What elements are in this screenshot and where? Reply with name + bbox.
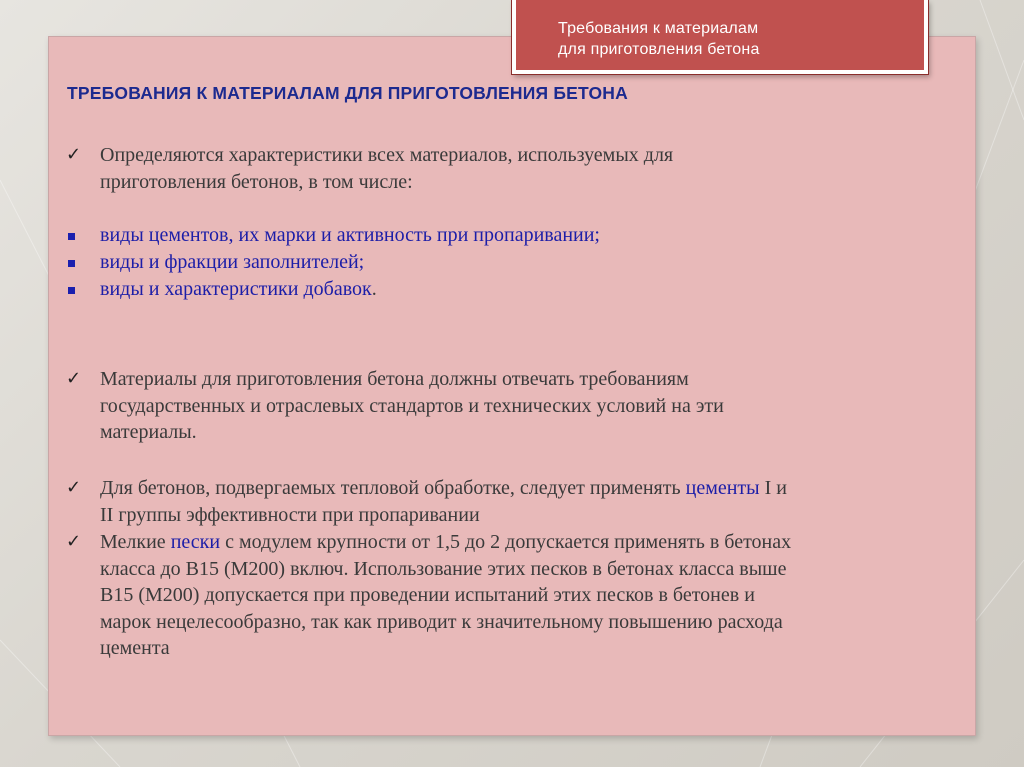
point-3-line1 xyxy=(100,475,787,502)
point-3-text xyxy=(100,475,787,528)
point-1-line2: приготовления бетонов, в том числе: xyxy=(100,170,413,193)
square-bullet-icon xyxy=(68,260,75,267)
square-bullet-icon xyxy=(68,233,75,240)
check-icon: ✓ xyxy=(66,144,82,165)
check-icon: ✓ xyxy=(66,531,82,552)
point-1-line1: Определяются характеристики всех материалов, используемых для xyxy=(100,144,674,166)
point-4-line5: цемента xyxy=(100,637,170,659)
point-4-line4: марок нецелесообразно, так как приводит к значительному повышению расхода xyxy=(100,610,783,633)
subitem-fillers: виды и фракции заполнителей; xyxy=(100,251,365,273)
point-4-line2: класса до В15 (М200) включ. Использование этих песков в бетонах класса выше xyxy=(100,557,787,580)
subitem-additives xyxy=(100,276,377,302)
point-1-text xyxy=(100,142,673,195)
point-3-line1-before: Для бетонов, подвергаемых тепловой обработке, следует применять xyxy=(100,477,686,499)
point-2-line3: материалы. xyxy=(100,421,197,443)
point-4-line1-before: Мелкие xyxy=(100,531,171,553)
square-bullet-icon xyxy=(68,287,75,294)
point-3-highlight-cements: цементы xyxy=(685,477,760,499)
point-2-line1: Материалы для приготовления бетона должны отвечать требованиям xyxy=(100,368,689,390)
point-3-line1-after: I и xyxy=(759,477,787,499)
point-2-line2: государственных и отраслевых стандартов и технических условий на эти xyxy=(100,394,724,417)
slide-title-line2: для приготовления бетона xyxy=(558,41,760,58)
slide-title-box xyxy=(512,0,928,74)
point-4-line1 xyxy=(100,529,791,556)
slide-title xyxy=(558,18,760,60)
point-3-line2: II группы эффективности при пропаривании xyxy=(100,503,480,526)
point-4-line3: В15 (М200) допускается при проведении испытаний этих песков в бетонев и xyxy=(100,584,755,606)
point-4-line1-after: с модулем крупности от 1,5 до 2 допускается применять в бетонах xyxy=(220,531,792,553)
point-2-text xyxy=(100,366,724,446)
point-4-highlight-sands: пески xyxy=(170,531,221,553)
subitem-cements: виды цементов, их марки и активность при пропаривании; xyxy=(100,224,600,246)
check-icon: ✓ xyxy=(66,368,82,389)
check-icon: ✓ xyxy=(66,477,82,498)
subitem-additives-period: . xyxy=(371,278,377,300)
point-4-text xyxy=(100,529,791,662)
subitem-additives-text: виды и характеристики добавок xyxy=(100,278,372,300)
slide-title-line1: Требования к материалам xyxy=(558,20,759,37)
section-heading: ТРЕБОВАНИЯ К МАТЕРИАЛАМ ДЛЯ ПРИГОТОВЛЕНИЯ БЕТОНА xyxy=(67,83,628,103)
